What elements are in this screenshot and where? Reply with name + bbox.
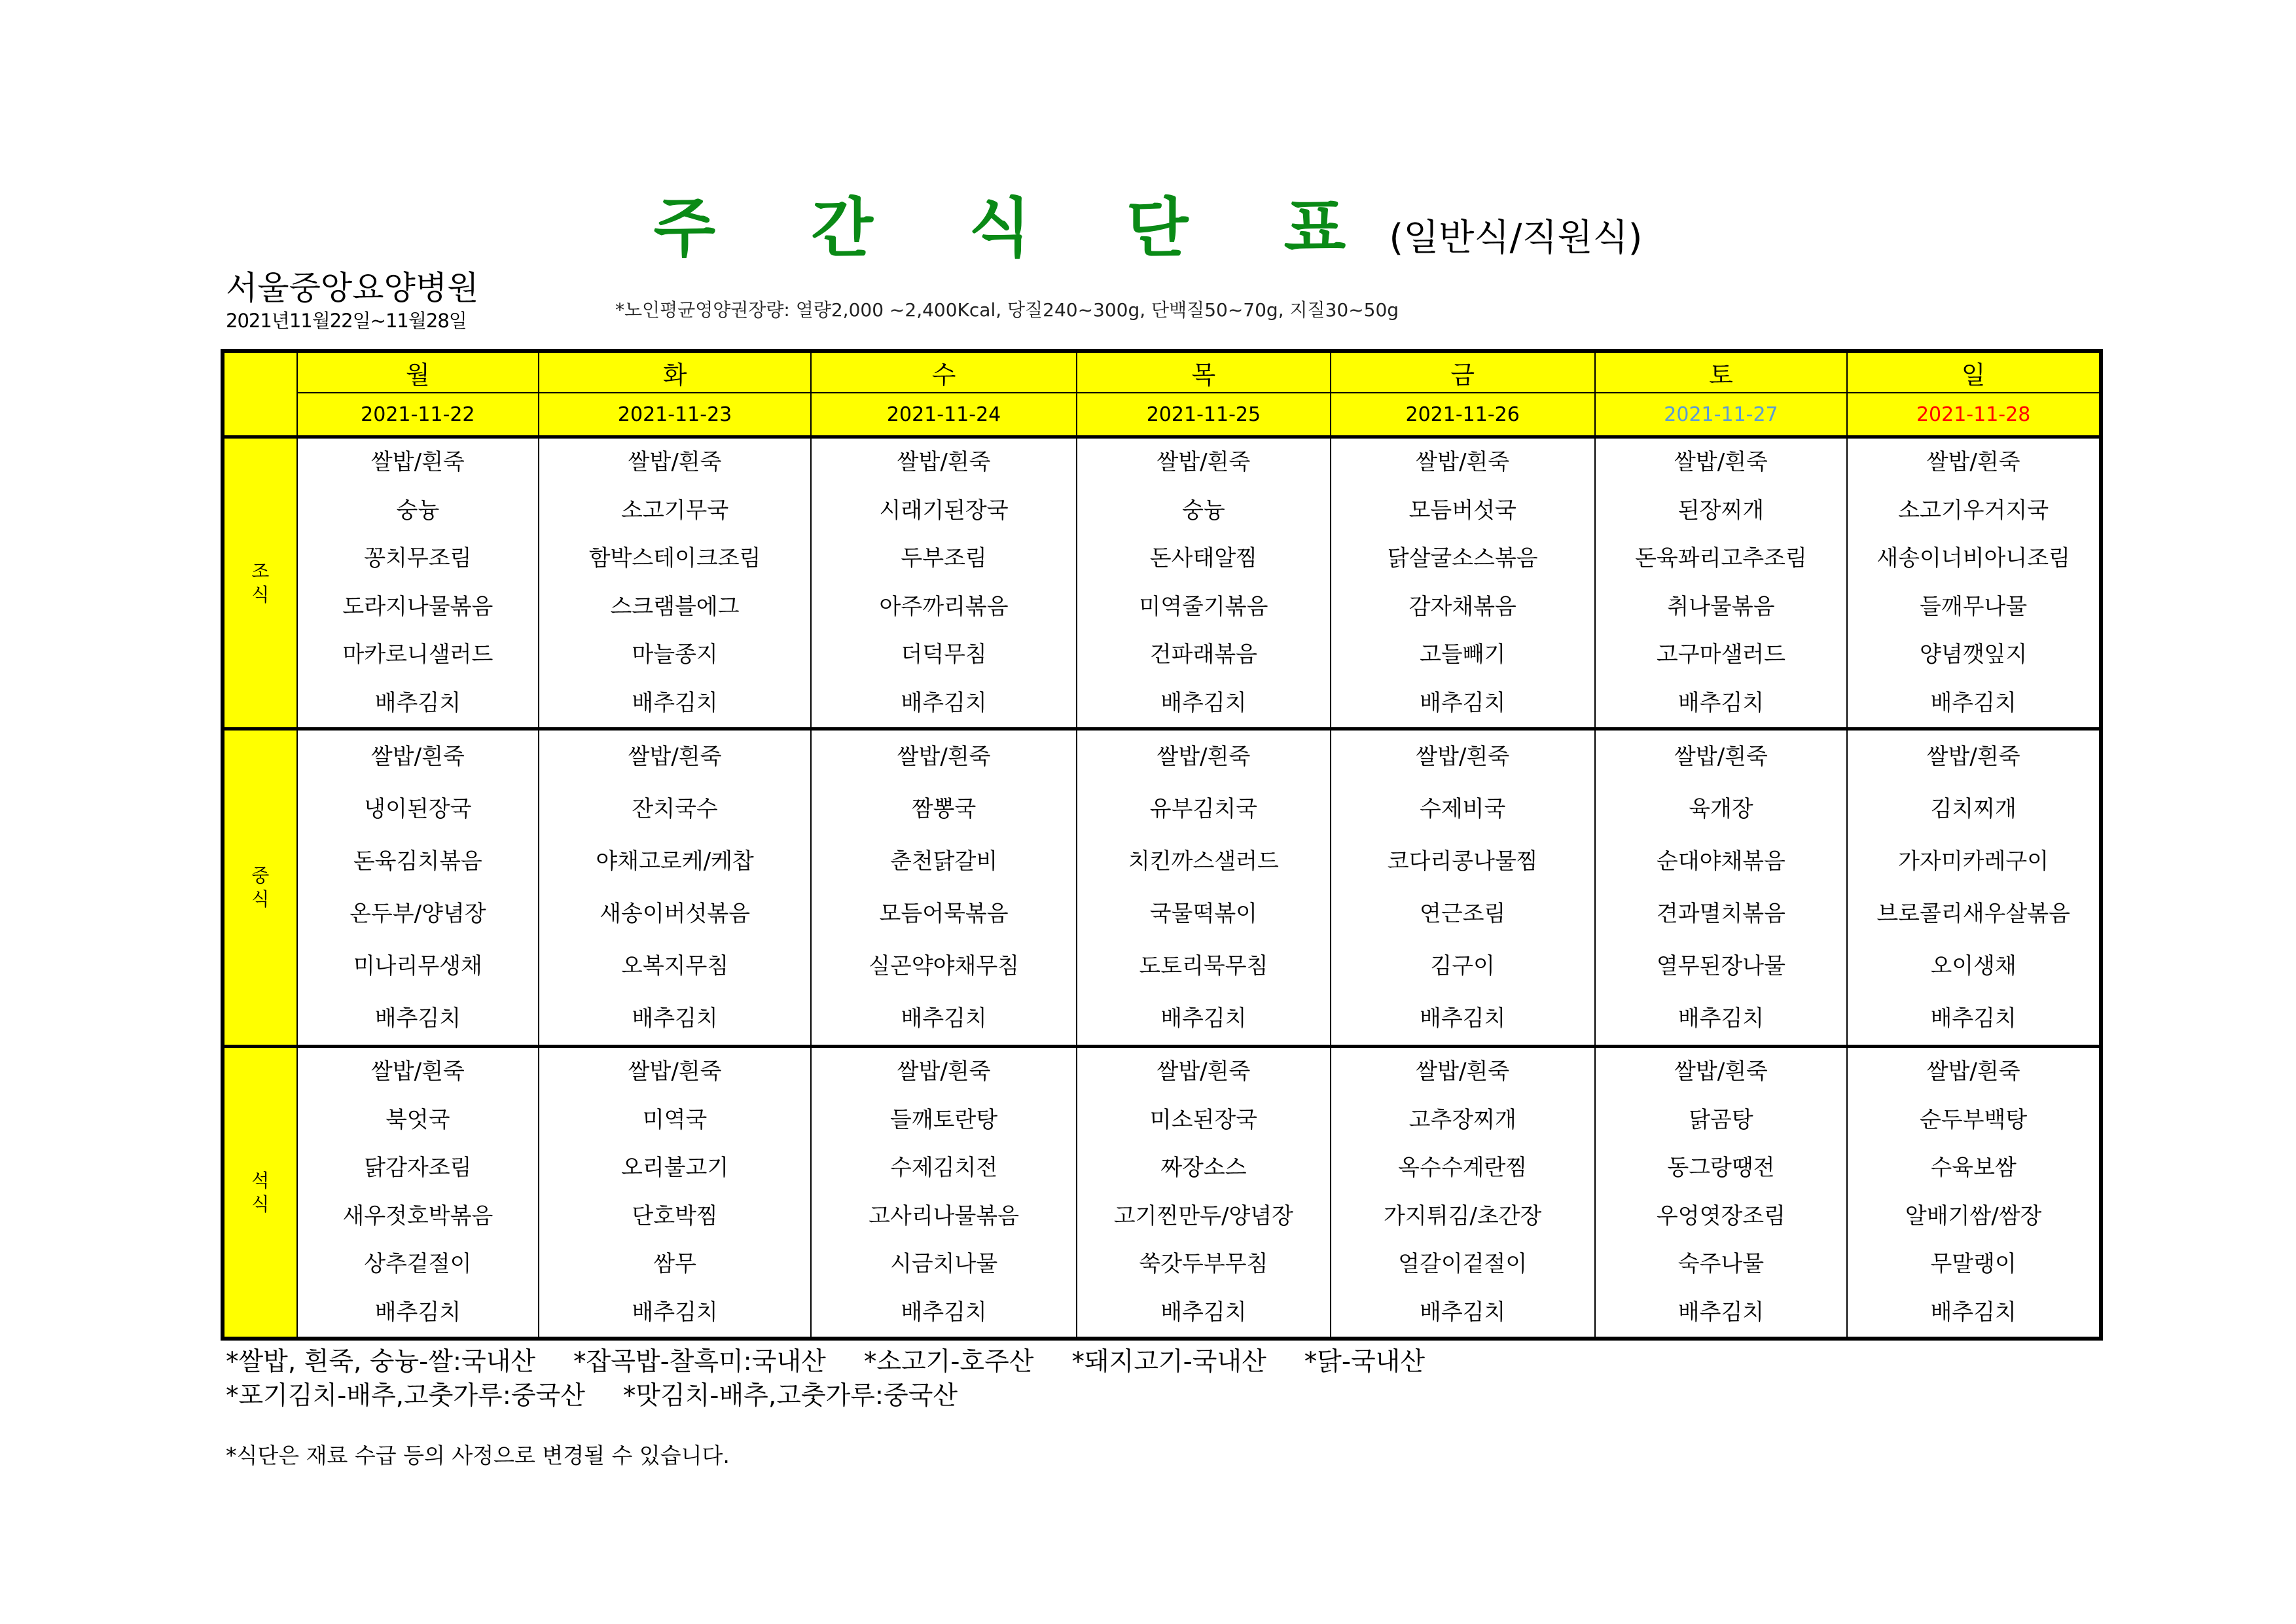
hospital-name: 서울중앙요양병원 (226, 269, 479, 307)
dish-item: 쌀밥/흰죽 (1416, 744, 1510, 770)
day-name: 월 (297, 351, 539, 393)
menu-cell (297, 437, 539, 729)
dish-item: 쑥갓두부무침 (1139, 1251, 1268, 1277)
dish-item: 북엇국 (386, 1106, 450, 1133)
dish-item: 고추장찌개 (1408, 1106, 1516, 1133)
menu-cell (811, 437, 1077, 729)
dish-item: 들깨무나물 (1920, 593, 2028, 620)
dish-item: 쌀밥/흰죽 (1157, 1058, 1251, 1085)
dish-item: 쌀밥/흰죽 (370, 1058, 465, 1085)
dish-item: 김치찌개 (1930, 796, 2017, 822)
dish-item: 배추김치 (632, 689, 718, 716)
dish-item: 우엉엿장조림 (1656, 1202, 1785, 1229)
weekly-menu-table (221, 349, 2103, 1341)
dish-item: 김구이 (1430, 953, 1495, 979)
dish-item: 야채고로케/케찹 (596, 848, 754, 875)
dish-item: 무말랭이 (1930, 1251, 2017, 1277)
meal-row-lunch (223, 729, 2101, 1047)
dish-item: 쌀밥/흰죽 (897, 1058, 991, 1085)
origin-note: *쌀밥, 흰죽, 숭늉-쌀:국내산 (226, 1347, 536, 1377)
menu-cell (1595, 437, 1848, 729)
dish-item: 새송이버섯볶음 (600, 901, 751, 927)
dish-item: 된장찌개 (1677, 497, 1765, 524)
day-name-row (223, 351, 2101, 393)
dish-item: 고구마샐러드 (1656, 641, 1785, 668)
dish-item: 실곤약야채무침 (869, 953, 1020, 979)
meal-label-lunch: 중 식 (223, 729, 297, 1047)
dish-item: 쌀밥/흰죽 (1157, 449, 1251, 475)
menu-cell (1847, 437, 2101, 729)
dish-item: 온두부/양념장 (350, 901, 486, 927)
dish-item: 배추김치 (901, 1005, 987, 1032)
origin-notes-line-1 (226, 1345, 1463, 1379)
dish-item: 더덕무침 (901, 641, 987, 668)
origin-notes-line-2 (226, 1379, 1463, 1413)
dish-item: 오복지무침 (620, 953, 729, 979)
dish-item: 쌀밥/흰죽 (370, 744, 465, 770)
dish-item: 쌀밥/흰죽 (1674, 1058, 1768, 1085)
menu-cell (1595, 729, 1848, 1047)
dish-item: 쌀밥/흰죽 (1674, 449, 1768, 475)
dish-item: 쌀밥/흰죽 (628, 1058, 722, 1085)
dish-item: 미역줄기볶음 (1139, 593, 1268, 620)
dish-item: 양념깻잎지 (1920, 641, 2028, 668)
dish-item: 숭늉 (1182, 497, 1225, 524)
dish-item: 취나물볶음 (1667, 593, 1775, 620)
dish-item: 얼갈이겉절이 (1398, 1251, 1528, 1277)
dish-item: 모듬버섯국 (1408, 497, 1516, 524)
corner-cell (223, 351, 297, 437)
day-name: 금 (1331, 351, 1595, 393)
dish-item: 새송이너비아니조림 (1876, 545, 2070, 571)
day-name: 화 (539, 351, 811, 393)
dish-item: 짜장소스 (1160, 1155, 1247, 1181)
dish-item: 쌈무 (653, 1251, 696, 1277)
dish-item: 고사리나물볶음 (869, 1202, 1020, 1229)
dish-item: 쌀밥/흰죽 (1416, 1058, 1510, 1085)
dish-item: 연근조림 (1419, 901, 1506, 927)
dish-item: 두부조림 (901, 545, 987, 571)
dish-item: 쌀밥/흰죽 (1157, 744, 1251, 770)
dish-item: 오리불고기 (620, 1155, 729, 1181)
dish-item: 알배기쌈/쌈장 (1905, 1202, 2042, 1229)
menu-period: 2021년11월22일~11월28일 (226, 310, 467, 332)
menu-cell (1847, 729, 2101, 1047)
dish-item: 수제김치전 (889, 1155, 998, 1181)
dish-item: 마카로니샐러드 (342, 641, 493, 668)
dish-item: 돈육꽈리고추조림 (1635, 545, 1807, 571)
dish-item: 닭살굴소스볶음 (1387, 545, 1538, 571)
dish-item: 코다리콩나물찜 (1387, 848, 1538, 875)
menu-cell (1331, 1047, 1595, 1339)
dish-item: 배추김치 (1930, 1299, 2017, 1326)
dish-item: 옥수수계란찜 (1398, 1155, 1528, 1181)
dish-item: 순두부백탕 (1920, 1106, 2028, 1133)
origin-note: *소고기-호주산 (863, 1347, 1034, 1377)
dish-item: 쌀밥/흰죽 (1416, 449, 1510, 475)
dish-item: 모듬어묵볶음 (879, 901, 1009, 927)
dish-item: 짬뽕국 (911, 796, 977, 822)
menu-cell (539, 729, 811, 1047)
dish-item: 쌀밥/흰죽 (897, 744, 991, 770)
dish-item: 쌀밥/흰죽 (897, 449, 991, 475)
dish-item: 소고기무국 (620, 497, 729, 524)
dish-item: 배추김치 (374, 1005, 461, 1032)
dish-item: 돈사태알찜 (1149, 545, 1258, 571)
dish-item: 배추김치 (1419, 1005, 1506, 1032)
page-title (0, 177, 2296, 269)
date-cell: 2021-11-25 (1077, 393, 1331, 437)
dish-item: 냉이된장국 (364, 796, 472, 822)
dish-item: 고기찐만두/양념장 (1113, 1202, 1293, 1229)
dish-item: 배추김치 (901, 689, 987, 716)
day-name: 토 (1595, 351, 1848, 393)
date-cell-saturday: 2021-11-27 (1595, 393, 1848, 437)
dish-item: 스크램블에그 (610, 593, 740, 620)
dish-item: 미역국 (642, 1106, 708, 1133)
dish-item: 시래기된장국 (879, 497, 1009, 524)
dish-item: 상추겉절이 (364, 1251, 472, 1277)
dish-item: 배추김치 (1160, 1299, 1247, 1326)
menu-cell (1595, 1047, 1848, 1339)
nutrition-note: *노인평균영양권장량: 열량2,000 ~2,400Kcal, 당질240~300g, 단백질50~70g, 지질30~50g (615, 299, 1399, 321)
dish-item: 시금치나물 (889, 1251, 998, 1277)
dish-item: 배추김치 (1160, 1005, 1247, 1032)
dish-item: 숙주나물 (1677, 1251, 1765, 1277)
dish-item: 가지튀김/초간장 (1384, 1202, 1542, 1229)
menu-cell (297, 729, 539, 1047)
title-main: 주 간 식 단 표 (653, 191, 1383, 266)
date-cell: 2021-11-22 (297, 393, 539, 437)
dish-item: 배추김치 (1677, 1005, 1765, 1032)
dish-item: 새우젓호박볶음 (342, 1202, 493, 1229)
menu-cell (1847, 1047, 2101, 1339)
dish-item: 꽁치무조림 (364, 545, 472, 571)
date-cell-sunday: 2021-11-28 (1847, 393, 2101, 437)
dish-item: 도토리묵무침 (1139, 953, 1268, 979)
dish-item: 육개장 (1689, 796, 1753, 822)
dish-item: 아주까리볶음 (879, 593, 1009, 620)
dish-item: 닭곰탕 (1689, 1106, 1753, 1133)
dish-item: 춘천닭갈비 (889, 848, 998, 875)
meal-label-breakfast: 조 식 (223, 437, 297, 729)
origin-note: *닭-국내산 (1304, 1347, 1426, 1377)
dish-item: 수제비국 (1419, 796, 1506, 822)
dish-item: 배추김치 (374, 1299, 461, 1326)
menu-cell (539, 1047, 811, 1339)
dish-item: 쌀밥/흰죽 (1674, 744, 1768, 770)
origin-note: *맛김치-배추,고춧가루:중국산 (622, 1381, 958, 1411)
dish-item: 단호박찜 (632, 1202, 718, 1229)
dish-item: 배추김치 (374, 689, 461, 716)
dish-item: 쌀밥/흰죽 (628, 744, 722, 770)
menu-cell (1331, 437, 1595, 729)
dish-item: 감자채볶음 (1408, 593, 1516, 620)
dish-item: 배추김치 (1677, 689, 1765, 716)
dish-item: 소고기우거지국 (1898, 497, 2049, 524)
origin-note: *잡곡밥-찰흑미:국내산 (573, 1347, 826, 1377)
day-name: 목 (1077, 351, 1331, 393)
origin-note: *포기김치-배추,고춧가루:중국산 (226, 1381, 585, 1411)
menu-cell (811, 1047, 1077, 1339)
dish-item: 쌀밥/흰죽 (1926, 1058, 2020, 1085)
dish-item: 유부김치국 (1149, 796, 1258, 822)
meal-row-breakfast (223, 437, 2101, 729)
meal-row-dinner (223, 1047, 2101, 1339)
dish-item: 쌀밥/흰죽 (1926, 744, 2020, 770)
dish-item: 동그랑땡전 (1667, 1155, 1775, 1181)
dish-item: 수육보쌈 (1930, 1155, 2017, 1181)
dish-item: 잔치국수 (632, 796, 718, 822)
dish-item: 열무된장나물 (1656, 953, 1785, 979)
menu-cell (1331, 729, 1595, 1047)
dish-item: 배추김치 (1930, 1005, 2017, 1032)
change-notice: *식단은 재료 수급 등의 사정으로 변경될 수 있습니다. (226, 1443, 730, 1468)
dish-item: 고들빼기 (1419, 641, 1506, 668)
dish-item: 배추김치 (1419, 689, 1506, 716)
dish-item: 돈육김치볶음 (353, 848, 482, 875)
dish-item: 닭감자조림 (364, 1155, 472, 1181)
dish-item: 함박스테이크조림 (588, 545, 761, 571)
dish-item: 숭늉 (396, 497, 440, 524)
day-name: 수 (811, 351, 1077, 393)
dish-item: 견과멸치볶음 (1656, 901, 1785, 927)
dish-item: 배추김치 (901, 1299, 987, 1326)
dish-item: 브로콜리새우살볶음 (1876, 901, 2070, 927)
meal-label-dinner: 석 식 (223, 1047, 297, 1339)
menu-cell (1077, 437, 1331, 729)
dish-item: 들깨토란탕 (889, 1106, 998, 1133)
dish-item: 마늘종지 (632, 641, 718, 668)
date-cell: 2021-11-23 (539, 393, 811, 437)
menu-cell (539, 437, 811, 729)
dish-item: 가자미카레구이 (1898, 848, 2049, 875)
dish-item: 배추김치 (632, 1005, 718, 1032)
dish-item: 순대야채볶음 (1656, 848, 1785, 875)
dish-item: 건파래볶음 (1149, 641, 1258, 668)
menu-cell (811, 729, 1077, 1047)
dish-item: 미나리무생채 (353, 953, 482, 979)
menu-cell (1077, 1047, 1331, 1339)
menu-cell (1077, 729, 1331, 1047)
menu-cell (297, 1047, 539, 1339)
dish-item: 배추김치 (1677, 1299, 1765, 1326)
dish-item: 미소된장국 (1149, 1106, 1258, 1133)
day-name: 일 (1847, 351, 2101, 393)
dish-item: 오이생채 (1930, 953, 2017, 979)
dish-item: 배추김치 (632, 1299, 718, 1326)
dish-item: 배추김치 (1160, 689, 1247, 716)
date-cell: 2021-11-26 (1331, 393, 1595, 437)
dish-item: 쌀밥/흰죽 (1926, 449, 2020, 475)
dish-item: 배추김치 (1419, 1299, 1506, 1326)
origin-notes (226, 1345, 1463, 1413)
origin-note: *돼지고기-국내산 (1071, 1347, 1266, 1377)
dish-item: 배추김치 (1930, 689, 2017, 716)
dish-item: 도라지나물볶음 (342, 593, 493, 620)
title-sub: (일반식/직원식) (1389, 217, 1643, 259)
dish-item: 쌀밥/흰죽 (370, 449, 465, 475)
date-cell: 2021-11-24 (811, 393, 1077, 437)
dish-item: 치킨까스샐러드 (1128, 848, 1279, 875)
date-row (223, 393, 2101, 437)
dish-item: 국물떡볶이 (1149, 901, 1258, 927)
dish-item: 쌀밥/흰죽 (628, 449, 722, 475)
